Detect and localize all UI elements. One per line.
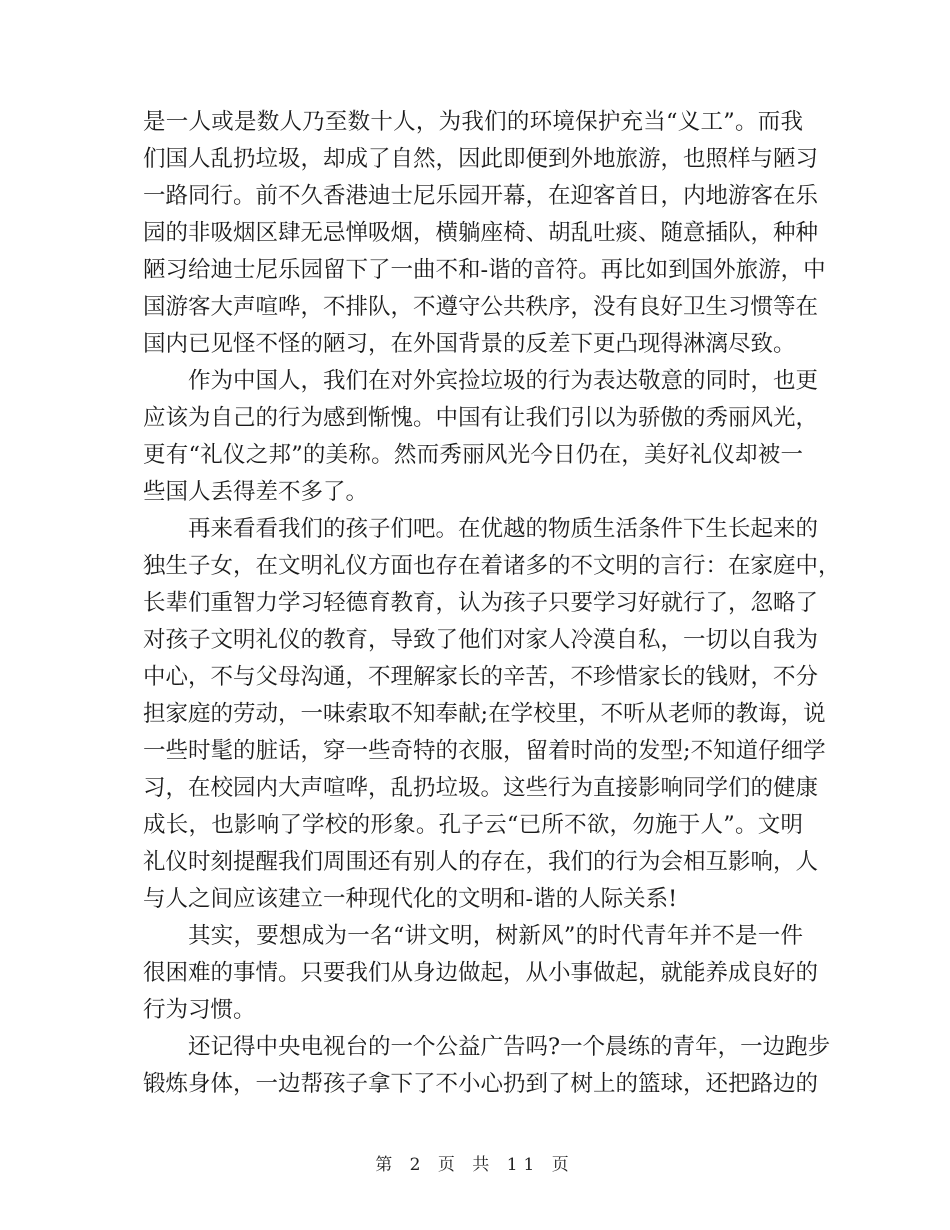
text-line: 园的非吸烟区肆无忌惮吸烟，横躺座椅、胡乱吐痰、随意插队，种种: [143, 220, 819, 246]
text-line: 礼仪时刻提醒我们周围还有别人的存在，我们的行为会相互影响，人: [143, 849, 819, 875]
text-line: 其实，要想成为一名“讲文明，树新风”的时代青年并不是一件: [188, 923, 803, 949]
text-line: 很困难的事情。只要我们从身边做起，从小事做起，就能养成良好的: [143, 960, 819, 986]
page-footer: 第 2 页 共 11 页: [375, 1155, 575, 1175]
paragraph: [143, 1029, 831, 1103]
text-line: 对孩子文明礼仪的教育，导致了他们对家人冷漠自私，一切以自我为: [143, 627, 819, 653]
text-line: 与人之间应该建立一种现代化的文明和-谐的人际关系!: [143, 886, 678, 912]
text-line: 行为习惯。: [143, 997, 256, 1023]
document-body: [143, 104, 841, 1103]
text-line: 是一人或是数人乃至数十人，为我们的环境保护充当“义工”。而我: [143, 109, 803, 135]
text-line: 独生子女，在文明礼仪方面也存在着诸多的不文明的言行：在家庭中，: [143, 553, 841, 579]
text-line: 国游客大声喧哗，不排队，不遵守公共秩序，没有良好卫生习惯等在: [143, 294, 819, 320]
text-line: 陋习给迪士尼乐园留下了一曲不和-谐的音符。再比如到国外旅游，中: [143, 257, 826, 283]
text-line: 中心，不与父母沟通，不理解家长的辛苦，不珍惜家长的钱财，不分: [143, 664, 819, 690]
text-line: 些国人丢得差不多了。: [143, 479, 369, 505]
paragraph: [143, 918, 819, 1029]
text-line: 锻炼身体，一边帮孩子拿下了不小心扔到了树上的篮球，还把路边的: [143, 1071, 819, 1097]
text-line: 应该为自己的行为感到惭愧。中国有让我们引以为骄傲的秀丽风光，: [143, 405, 819, 431]
text-line: 习，在校园内大声喧哗，乱扔垃圾。这些行为直接影响同学们的健康: [143, 775, 819, 801]
text-line: 们国人乱扔垃圾，却成了自然，因此即便到外地旅游，也照样与陋习: [143, 146, 819, 172]
text-line: 担家庭的劳动，一味索取不知奉献;在学校里，不听从老师的教诲，说: [143, 701, 826, 727]
text-line: 再来看看我们的孩子们吧。在优越的物质生活条件下生长起来的: [188, 516, 819, 542]
text-line: 一路同行。前不久香港迪士尼乐园开幕，在迎客首日，内地游客在乐: [143, 183, 819, 209]
text-line: 成长，也影响了学校的形象。孔子云“已所不欲，勿施于人”。文明: [143, 812, 803, 838]
text-line: 国内已见怪不怪的陋习，在外国背景的反差下更凸现得淋漓尽致。: [143, 331, 796, 357]
paragraph: [143, 511, 841, 918]
text-line: 还记得中央电视台的一个公益广告吗?一个晨练的青年，一边跑步: [188, 1034, 831, 1060]
paragraph: [143, 104, 826, 363]
text-line: 一些时髦的脏话，穿一些奇特的衣服，留着时尚的发型;不知道仔细学: [143, 738, 826, 764]
paragraph: [143, 363, 819, 511]
text-line: 更有“礼仪之邦”的美称。然而秀丽风光今日仍在，美好礼仪却被一: [143, 442, 803, 468]
text-line: 作为中国人，我们在对外宾捡垃圾的行为表达敬意的同时，也更: [188, 368, 819, 394]
text-line: 长辈们重智力学习轻德育教育，认为孩子只要学习好就行了，忽略了: [143, 590, 819, 616]
